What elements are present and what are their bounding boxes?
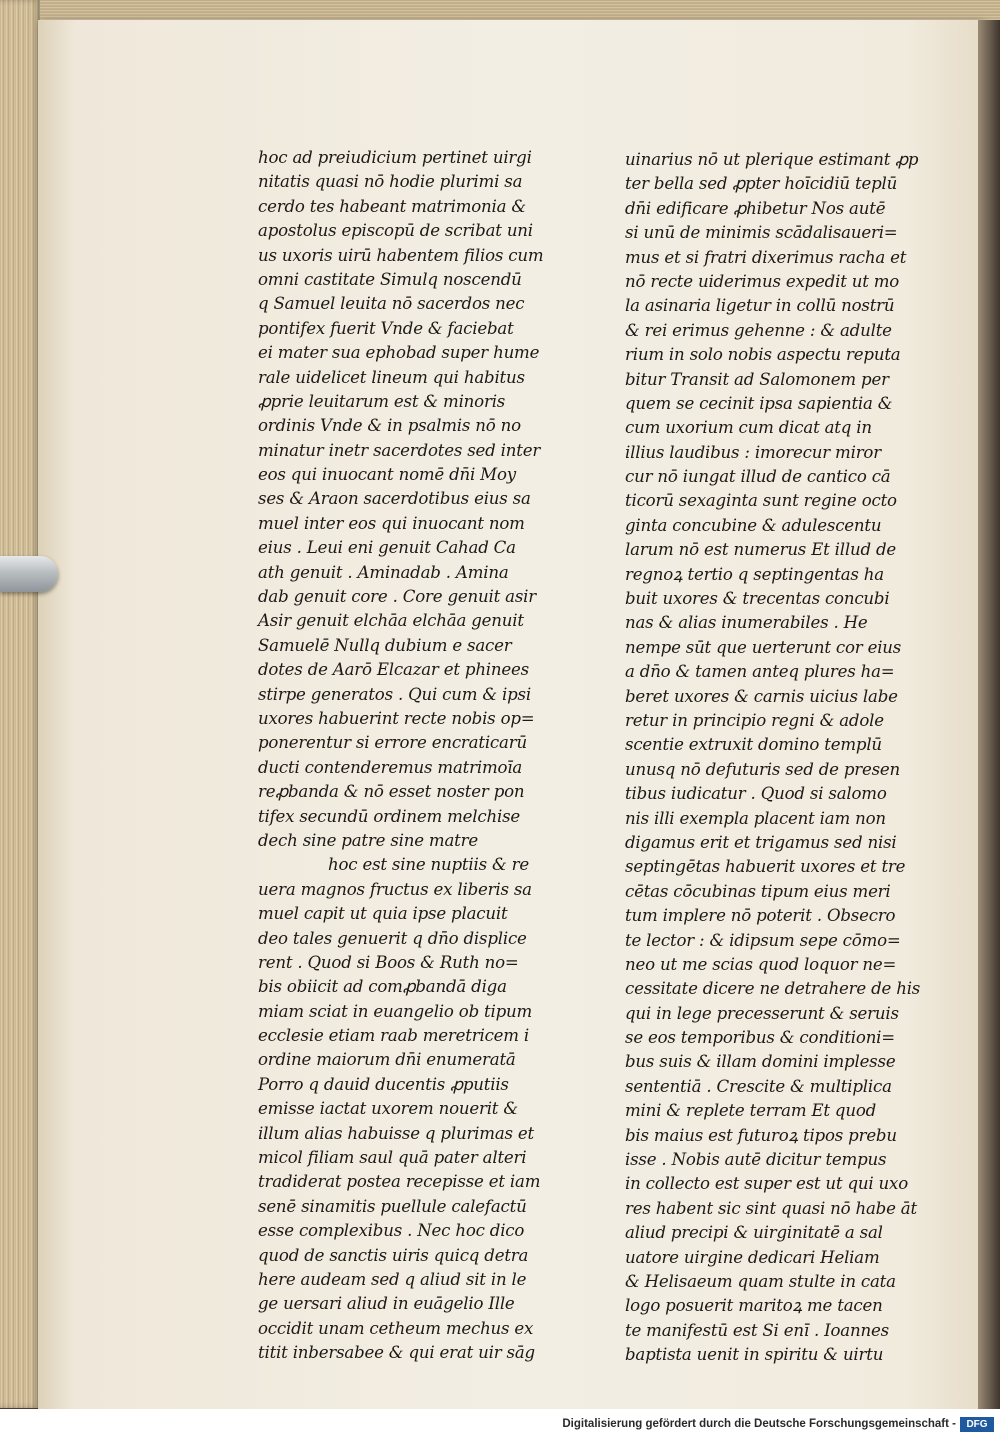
text-line: quod de sanctis uiris quicq detra [258,1245,529,1265]
text-line: ginta concubine & adulescentu [625,515,882,535]
text-line: ecclesie etiam raab meretricem i [258,1026,530,1046]
text-line: minatur inetr sacerdotes sed inter [258,440,541,460]
text-line: ses & Araon sacerdotibus eius sa [258,489,531,509]
dfg-logo: DFG [960,1417,994,1432]
text-line: ei mater sua ephobad super hume [258,343,540,363]
text-line: ge uersari aliud in euāgelio Ille [258,1294,515,1314]
text-line: tum implere nō poterit . Obsecro [625,906,896,926]
text-line: baptista uenit in spiritu & uirtu [625,1345,884,1365]
text-line: & rei erimus gehenne : & adulte [625,320,892,340]
text-line: Porro q dauid ducentis ꝓputiis [258,1074,509,1094]
text-line: unusq nō defuturis sed de presen [625,759,901,779]
text-line: tibus iudicatur . Quod si salomo [625,784,887,804]
text-line: sententiā . Crescite & multiplica [625,1076,892,1096]
text-line: miam sciat in euangelio ob tipum [258,1001,533,1021]
text-line: logo posuerit maritoꝝ me tacen [625,1296,883,1316]
text-line: muel inter eos qui inuocant nom [258,513,525,533]
text-line: uatore uirgine dedicari Heliam [625,1247,880,1267]
text-line: ordinis Vnde & in psalmis nō no [258,416,521,436]
text-line: la asinaria ligetur in collū nostrū [625,296,895,316]
text-line: Asir genuit elchāa elchāa genuit [258,611,524,631]
text-line: buit uxores & trecentas concubi [625,589,890,609]
funding-credit: Digitalisierung gefördert durch die Deutsche Forschungsgemeinschaft - [562,1418,956,1430]
text-line: here audeam sed q aliud sit in le [258,1269,527,1289]
text-line: illius laudibus : imorecur miror [625,442,881,462]
text-line: uxores habuerint recte nobis op= [258,708,535,728]
text-line: scentie extruxit domino templū [625,735,882,755]
text-line: nas & alias inumerabiles . He [625,613,868,633]
text-line: beret uxores & carnis uicius labe [625,686,898,706]
text-line: eius . Leui eni genuit Cahad Ca [258,538,516,558]
book-page-edges [0,0,40,1408]
text-line: us uxoris uirū habentem filios cum [258,245,544,265]
text-line: dech sine patre sine matre [258,830,478,850]
text-line: cerdo tes habeant matrimonia & [258,196,526,216]
text-line: in collecto est super est ut qui uxo [625,1174,908,1194]
text-line: se eos temporibus & conditioni= [625,1028,895,1048]
text-line: ducti contenderemus matrimoīa [258,757,523,777]
text-line: rent . Quod si Boos & Ruth no= [258,952,519,972]
text-line: rale uidelicet lineum qui habitus [258,367,525,387]
text-line: senē sinamitis puellule calefactū [258,1196,527,1216]
text-line: ticorū sexaginta sunt regine octo [625,491,897,511]
text-line: eos qui inuocant nomē dn̄i Moy [258,465,516,485]
text-line: nis illi exempla placent iam non [625,808,886,828]
text-line: aliud precipi & uirginitatē a sal [625,1223,883,1243]
text-line: uinarius nō ut plerique estimant ꝓp [625,150,919,169]
text-line: deo tales genuerit q dn̄o displice [258,928,527,948]
text-line: regnoꝝ tertio q septingentas ha [625,564,884,584]
text-line: esse complexibus . Nec hoc dico [258,1221,525,1241]
text-line: nō recte uiderimus expedit ut mo [625,271,900,291]
text-line: cum uxorium cum dicat atq in [625,418,872,438]
text-line: te manifestū est Si enī . Ioannes [625,1320,889,1340]
text-column-right [625,148,921,1368]
text-line: neo ut me scias quod loquor ne= [625,954,897,974]
text-line: nitatis quasi nō hodie plurimi sa [258,172,523,192]
text-line: pontifex fuerit Vnde & faciebat [258,318,514,338]
text-line: uera magnos fructus ex liberis sa [258,879,532,899]
text-line: ter bella sed ꝓpter hoīcidiū teplū [625,174,898,194]
text-line: isse . Nobis autē dicitur tempus [625,1150,887,1170]
book-gutter [978,20,1000,1410]
bookmark-clip [0,556,58,592]
text-line: Samuelē Nullq dubium e sacer [258,635,512,655]
text-line: cur nō iungat illud de cantico cā [625,467,891,487]
text-line: cessitate dicere ne detrahere de his [625,979,921,999]
text-line: nempe sūt que uerterunt cor eius [625,637,902,657]
text-line: digamus erit et trigamus sed nisi [625,832,897,852]
text-line: dn̄i edificare ꝓhibetur Nos autē [625,198,886,218]
text-line: mus et si fratri dixerimus racha et [625,247,907,267]
text-line: hoc est sine nuptiis & re [328,855,529,875]
text-line: reꝓbanda & nō esset noster pon [258,782,525,802]
text-line: si unū de minimis scādalisaueri= [625,223,898,243]
text-line: cētas cōcubinas tipum eius meri [625,881,891,901]
text-line: mini & replete terram Et quod [625,1101,877,1121]
text-line: ꝓprie leuitarum est & minoris [258,391,506,411]
text-line: emisse iactat uxorem nouerit & [258,1099,518,1119]
text-line: rium in solo nobis aspectu reputa [625,345,901,365]
text-line: ath genuit . Aminadab . Amina [258,562,509,582]
text-line: ordine maiorum dn̄i enumeratā [258,1050,516,1070]
text-line: q Samuel leuita nō sacerdos nec [258,294,525,314]
text-column-left [258,146,544,1366]
text-line: tifex secundū ordinem melchise [258,806,521,826]
text-line: stirpe generatos . Qui cum & ipsi [258,684,531,704]
text-line: dab genuit core . Core genuit asir [258,587,536,607]
text-line: hoc ad preiudicium pertinet uirgi [258,148,532,167]
text-line: ponerentur si errore encraticarū [258,733,527,753]
text-line: a dn̄o & tamen anteq plures ha= [625,662,895,682]
text-line: te lector : & idipsum sepe cōmo= [625,930,901,950]
text-line: res habent sic sint quasi nō habe āt [625,1198,917,1218]
text-line: & Helisaeum quam stulte in cata [625,1271,896,1291]
text-line: muel capit ut quia ipse placuit [258,904,508,924]
text-line: apostolus episcopū de scribat uni [258,221,533,241]
text-line: omni castitate Simulq noscendū [258,269,522,289]
text-line: quem se cecinit ipsa sapientia & [625,393,893,413]
text-line: larum nō est numerus Et illud de [625,540,897,560]
book-top-edge [0,0,1000,22]
text-line: dotes de Aarō Elcazar et phinees [258,660,529,680]
text-line: bus suis & illam domini implesse [625,1052,896,1072]
text-line: illum alias habuisse q plurimas et [258,1123,534,1143]
text-line: occidit unam cetheum mechus ex [258,1318,534,1338]
text-line: qui in lege precesserunt & seruis [625,1003,899,1023]
text-line: tradiderat postea recepisse et iam [258,1172,541,1192]
text-line: bis obiicit ad comꝓbandā diga [258,977,507,997]
text-line: septingētas habuerit uxores et tre [625,857,906,877]
text-line: retur in principio regni & adole [625,710,884,730]
text-line: titit inbersabee & qui erat uir sāg [258,1343,535,1363]
text-line: bis maius est futuroꝝ tipos prebu [625,1125,897,1145]
text-line: bitur Transit ad Salomonem per [625,369,889,389]
digitization-footer [0,1409,1000,1439]
text-line: micol filiam saul quā pater alteri [258,1148,527,1168]
